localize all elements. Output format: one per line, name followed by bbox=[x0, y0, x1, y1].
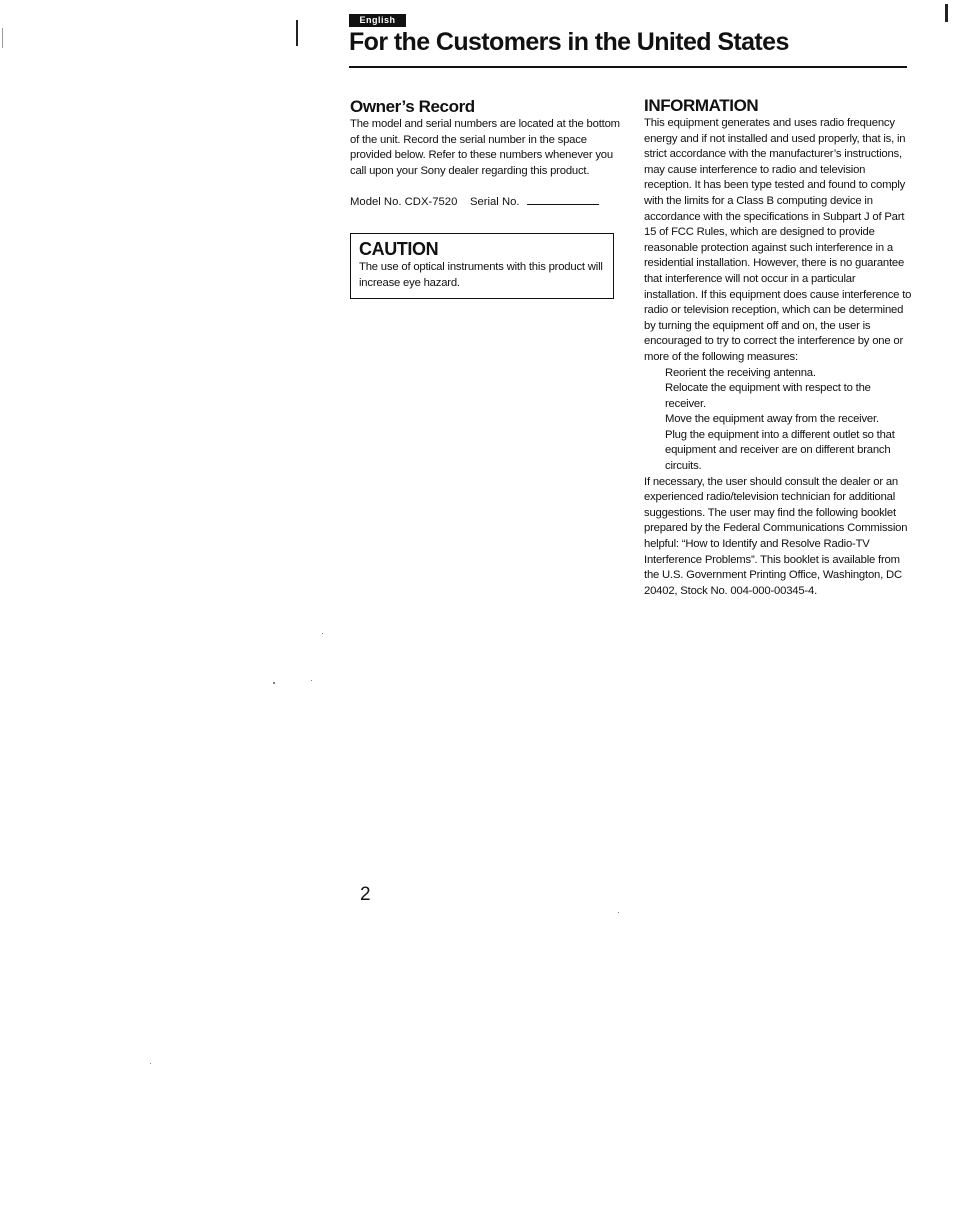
list-item: Plug the equipment into a different outlet so that equipment and receiver are on different branch circuits. bbox=[665, 428, 895, 473]
scan-speck bbox=[618, 912, 619, 913]
measures-list bbox=[644, 366, 912, 475]
owners-record-section bbox=[350, 96, 620, 210]
information-closing: If necessary, the user should consult the dealer or an experienced radio/television technician for additional suggestions. The user may find the following booklet prepared by the Federal Communications Commission helpful: “How to Identify and Resolve Radio-TV Interference Problems”. This booklet is available from the U.S. Government Printing Office, Washington, DC 20402, Stock No. 004-000-00345-4. bbox=[644, 475, 908, 597]
scan-speck bbox=[322, 633, 323, 634]
list-item: Relocate the equipment with respect to the receiver. bbox=[665, 382, 871, 410]
scan-speck bbox=[311, 680, 312, 681]
caution-body: The use of optical instruments with this product will increase eye hazard. bbox=[359, 261, 603, 289]
model-number-label: Model No. CDX-7520 bbox=[350, 196, 458, 209]
owners-record-body: The model and serial numbers are located at the bottom of the unit. Record the serial number in the space provided below. Refer to these numbers whenever you call upon your Sony dealer regarding this product. bbox=[350, 118, 620, 177]
list-item: Reorient the receiving antenna. bbox=[665, 366, 816, 379]
scan-mark-left bbox=[296, 20, 298, 46]
scan-speck bbox=[150, 1063, 151, 1064]
left-column bbox=[350, 96, 620, 299]
scan-mark-edge bbox=[2, 28, 3, 48]
page-number: 2 bbox=[360, 884, 371, 905]
information-body: This equipment generates and uses radio frequency energy and if not installed and used properly, that is, in strict accordance with the manufacturer’s instructions, may cause interference to radio and television reception. It has been type tested and found to comply with the limits for a Class B computing device in accordance with the specifications in Subpart J of Part 15 of FCC Rules, which are designed to provide reasonable protection against such interference in a residential installation. However, there is no guarantee that interference will not occur in a particular installation. If this equipment does cause interference to radio or television reception, which can be determined by turning the equipment off and on, the user is encouraged to try to correct the interference by one or more of the following measures: bbox=[644, 117, 912, 363]
title-rule bbox=[349, 66, 907, 68]
model-serial-line bbox=[350, 194, 620, 210]
scan-mark-right bbox=[945, 4, 948, 22]
caution-box bbox=[350, 233, 614, 298]
owners-record-heading: Owner’s Record bbox=[350, 97, 475, 116]
information-heading: INFORMATION bbox=[644, 96, 759, 115]
scan-speck bbox=[273, 682, 275, 684]
serial-number-blank bbox=[527, 194, 599, 205]
information-section bbox=[644, 95, 912, 599]
language-tab: English bbox=[349, 14, 406, 27]
list-item: Move the equipment away from the receiver. bbox=[665, 413, 879, 426]
caution-heading: CAUTION bbox=[359, 239, 439, 260]
serial-number-label: Serial No. bbox=[469, 196, 520, 209]
right-column bbox=[644, 95, 912, 599]
page-title: For the Customers in the United States bbox=[349, 28, 789, 56]
